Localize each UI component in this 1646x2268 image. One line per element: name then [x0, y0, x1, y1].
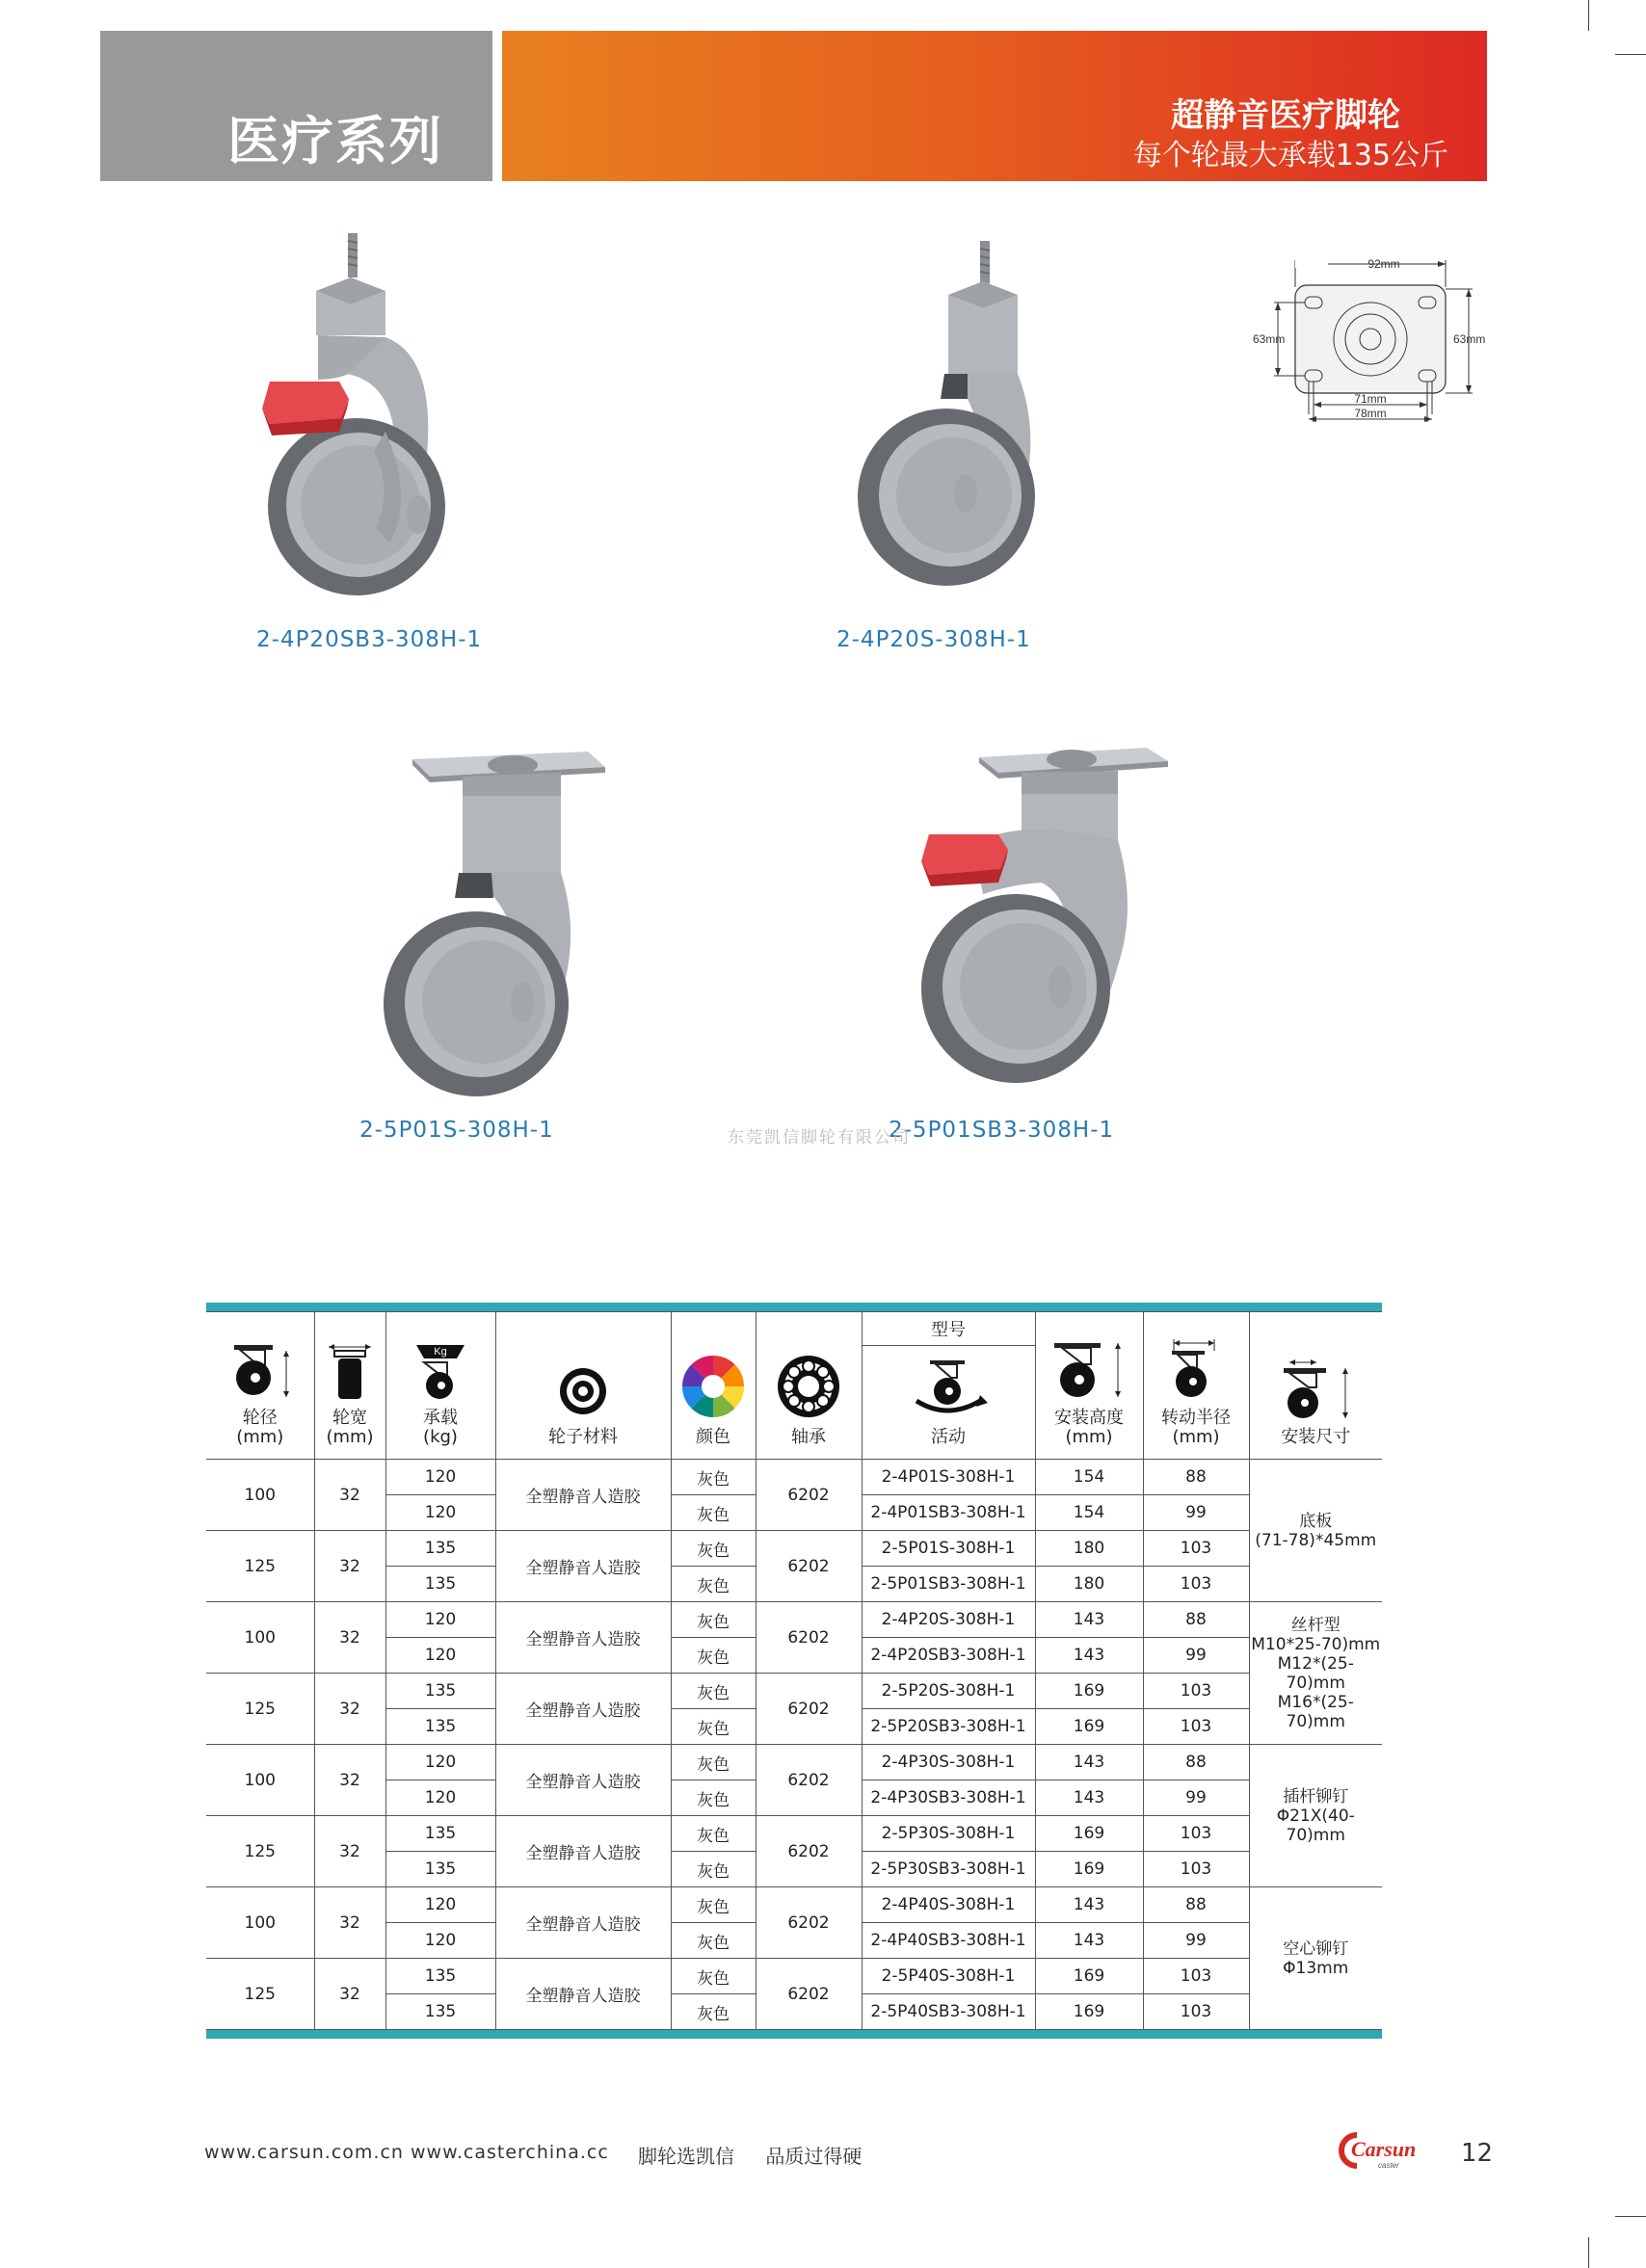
load-weight-icon	[407, 1343, 474, 1401]
header-unit: (mm)	[236, 1427, 284, 1447]
cell-height: 143	[1035, 1923, 1143, 1959]
header-label: 颜色	[696, 1427, 730, 1447]
cell-wheel-width: 32	[314, 1602, 385, 1674]
cell-radius: 99	[1143, 1638, 1249, 1674]
cell-height: 143	[1035, 1602, 1143, 1638]
cell-height: 169	[1035, 1852, 1143, 1887]
table-row	[206, 1745, 1382, 1780]
plate-hole-spacing-inner: 71mm	[1354, 392, 1387, 406]
mount-line: 丝杆型	[1290, 1615, 1341, 1635]
cell-color: 灰色	[671, 1709, 756, 1745]
cell-load: 135	[385, 1852, 495, 1887]
caster-image-plate	[358, 744, 619, 1110]
mount-line: M10*25-70)mm	[1251, 1634, 1381, 1654]
cell-mount-size	[1249, 1602, 1382, 1745]
product-title: 超静音医疗脚轮	[1171, 96, 1400, 135]
cell-radius: 99	[1143, 1495, 1249, 1531]
cell-bearing: 6202	[756, 1674, 862, 1745]
header-mount-size	[1249, 1312, 1382, 1460]
header-label: 承载	[423, 1408, 458, 1428]
header-label: 轮径	[242, 1408, 278, 1428]
cell-height: 169	[1035, 1674, 1143, 1709]
cell-color: 灰色	[671, 1959, 756, 1994]
carsun-logo	[1336, 2129, 1442, 2172]
header-model: 型号	[862, 1312, 1035, 1346]
cell-load: 135	[385, 1994, 495, 2030]
table-row	[206, 1887, 1382, 1923]
cell-wheel-diameter: 125	[206, 1674, 314, 1745]
cell-mount-size	[1249, 1887, 1382, 2030]
cell-height: 169	[1035, 1709, 1143, 1745]
header-label: 安装高度	[1054, 1408, 1124, 1428]
header-swivel-radius	[1143, 1312, 1249, 1460]
cell-model: 2-4P20S-308H-1	[862, 1602, 1035, 1638]
cell-wheel-width: 32	[314, 1674, 385, 1745]
header-wheel-diameter	[206, 1312, 314, 1460]
cell-load: 120	[385, 1495, 495, 1531]
cell-material: 全塑静音人造胶	[495, 1674, 671, 1745]
header-label: 转动半径	[1161, 1408, 1231, 1428]
cell-color: 灰色	[671, 1994, 756, 2030]
caster-image-threaded	[848, 229, 1060, 615]
crop-mark	[1588, 0, 1589, 31]
cell-color: 灰色	[671, 1745, 756, 1780]
cell-load: 120	[385, 1638, 495, 1674]
cell-wheel-width: 32	[314, 1959, 385, 2030]
brand-tagline: caster	[1378, 2161, 1399, 2170]
slogan-part: 脚轮选凯信	[638, 2145, 734, 2168]
header-unit: (mm)	[326, 1427, 374, 1447]
mount-line: 插杆铆钉	[1283, 1786, 1349, 1806]
cell-color: 灰色	[671, 1567, 756, 1602]
header-label: 轮子材料	[548, 1427, 618, 1447]
header-load	[385, 1312, 495, 1460]
cell-load: 120	[385, 1460, 495, 1495]
mount-size-icon	[1272, 1358, 1359, 1420]
cell-color: 灰色	[671, 1638, 756, 1674]
cell-radius: 103	[1143, 1852, 1249, 1887]
mount-line: (71-78)*45mm	[1255, 1530, 1377, 1550]
header-wheel-width	[314, 1312, 385, 1460]
cell-load: 120	[385, 1602, 495, 1638]
cell-load: 120	[385, 1887, 495, 1923]
product-caption: 2-4P20SB3-308H-1	[256, 627, 483, 652]
cell-mount-size	[1249, 1460, 1382, 1602]
cell-material: 全塑静音人造胶	[495, 1959, 671, 2030]
header-label: 活动	[931, 1427, 966, 1447]
cell-wheel-diameter: 100	[206, 1602, 314, 1674]
product-caption: 2-4P20S-308H-1	[836, 627, 1031, 652]
table-top-bar	[206, 1303, 1382, 1311]
cell-wheel-diameter: 100	[206, 1745, 314, 1816]
cell-radius: 88	[1143, 1602, 1249, 1638]
wheel-diameter-icon	[226, 1343, 294, 1401]
table-row	[206, 1959, 1382, 1994]
watermark: 东莞凯信脚轮有限公司	[728, 1128, 911, 1147]
header-swivel	[862, 1346, 1035, 1460]
cell-model: 2-4P40S-308H-1	[862, 1887, 1035, 1923]
cell-model: 2-4P30SB3-308H-1	[862, 1780, 1035, 1816]
cell-radius: 103	[1143, 1531, 1249, 1567]
cell-height: 169	[1035, 1816, 1143, 1852]
header-label: 轮宽	[332, 1408, 367, 1428]
footer-website-links[interactable]: www.carsun.com.cn www.casterchina.cc	[204, 2142, 609, 2163]
header-unit: (mm)	[1172, 1427, 1220, 1447]
cell-height: 169	[1035, 1959, 1143, 1994]
plate-height-right-label: 63mm	[1453, 332, 1486, 346]
table-row	[206, 1460, 1382, 1495]
cell-model: 2-4P01SB3-308H-1	[862, 1495, 1035, 1531]
cell-height: 154	[1035, 1495, 1143, 1531]
cell-model: 2-5P20S-308H-1	[862, 1674, 1035, 1709]
series-banner	[100, 31, 492, 181]
cell-radius: 88	[1143, 1887, 1249, 1923]
table-row	[206, 1674, 1382, 1709]
load-badge-text: Kg	[434, 1346, 447, 1358]
header-install-height	[1035, 1312, 1143, 1460]
crop-mark	[1615, 54, 1646, 55]
cell-load: 135	[385, 1674, 495, 1709]
cell-radius: 88	[1143, 1745, 1249, 1780]
cell-height: 143	[1035, 1745, 1143, 1780]
cell-bearing: 6202	[756, 1887, 862, 1959]
header-label: 安装尺寸	[1281, 1427, 1351, 1447]
plate-width-label: 92mm	[1367, 257, 1400, 271]
plate-dimension-diagram	[1249, 249, 1500, 432]
cell-height: 180	[1035, 1531, 1143, 1567]
cell-radius: 103	[1143, 1959, 1249, 1994]
table-row	[206, 1531, 1382, 1567]
cell-height: 143	[1035, 1638, 1143, 1674]
cell-material: 全塑静音人造胶	[495, 1460, 671, 1531]
cell-bearing: 6202	[756, 1602, 862, 1674]
product-banner	[502, 31, 1487, 181]
product-subtitle: 每个轮最大承载135公斤	[1132, 139, 1448, 172]
cell-radius: 103	[1143, 1709, 1249, 1745]
spec-table	[206, 1303, 1382, 2039]
cell-height: 154	[1035, 1460, 1143, 1495]
wheel-material-icon	[554, 1362, 612, 1420]
cell-material: 全塑静音人造胶	[495, 1816, 671, 1887]
caster-image-plate-brake	[916, 725, 1176, 1091]
cell-model: 2-4P40SB3-308H-1	[862, 1923, 1035, 1959]
cell-bearing: 6202	[756, 1531, 862, 1602]
cell-radius: 103	[1143, 1994, 1249, 2030]
cell-load: 135	[385, 1531, 495, 1567]
cell-bearing: 6202	[756, 1460, 862, 1531]
table-row	[206, 1816, 1382, 1852]
cell-wheel-diameter: 125	[206, 1531, 314, 1602]
footer-slogan	[638, 2141, 887, 2169]
mount-line: Φ21X(40-70)mm	[1276, 1806, 1355, 1845]
cell-radius: 103	[1143, 1674, 1249, 1709]
page-number: 12	[1461, 2139, 1494, 2168]
cell-model: 2-5P30S-308H-1	[862, 1816, 1035, 1852]
crop-mark	[1588, 2237, 1589, 2268]
caster-image-threaded-brake	[251, 229, 501, 615]
product-caption: 2-5P01SB3-308H-1	[889, 1118, 1115, 1143]
cell-mount-size	[1249, 1745, 1382, 1887]
cell-load: 135	[385, 1567, 495, 1602]
cell-color: 灰色	[671, 1887, 756, 1923]
cell-radius: 99	[1143, 1923, 1249, 1959]
mount-line: M12*(25-70)mm	[1277, 1653, 1354, 1693]
plate-hole-spacing-outer: 78mm	[1354, 407, 1387, 420]
cell-color: 灰色	[671, 1602, 756, 1638]
cell-model: 2-5P20SB3-308H-1	[862, 1709, 1035, 1745]
cell-load: 135	[385, 1709, 495, 1745]
table-bottom-bar	[206, 2030, 1382, 2039]
mount-line: Φ13mm	[1283, 1958, 1349, 1978]
cell-load: 120	[385, 1923, 495, 1959]
crop-mark	[1615, 2216, 1646, 2217]
cell-load: 135	[385, 1816, 495, 1852]
header-unit: (kg)	[423, 1427, 458, 1447]
cell-color: 灰色	[671, 1495, 756, 1531]
cell-color: 灰色	[671, 1674, 756, 1709]
header-unit: (mm)	[1065, 1427, 1113, 1447]
header-label: 轴承	[791, 1427, 826, 1447]
cell-wheel-diameter: 100	[206, 1887, 314, 1959]
cell-color: 灰色	[671, 1852, 756, 1887]
mount-line: M16*(25-70)mm	[1277, 1692, 1354, 1731]
cell-bearing: 6202	[756, 1816, 862, 1887]
cell-color: 灰色	[671, 1780, 756, 1816]
cell-model: 2-5P30SB3-308H-1	[862, 1852, 1035, 1887]
install-height-icon	[1050, 1339, 1128, 1401]
mount-line: 空心铆钉	[1283, 1938, 1349, 1959]
cell-model: 2-4P01S-308H-1	[862, 1460, 1035, 1495]
cell-model: 2-5P01SB3-308H-1	[862, 1567, 1035, 1602]
cell-wheel-width: 32	[314, 1460, 385, 1531]
cell-wheel-width: 32	[314, 1745, 385, 1816]
cell-height: 169	[1035, 1994, 1143, 2030]
cell-model: 2-4P20SB3-308H-1	[862, 1638, 1035, 1674]
cell-material: 全塑静音人造胶	[495, 1602, 671, 1674]
cell-material: 全塑静音人造胶	[495, 1745, 671, 1816]
cell-model: 2-5P40S-308H-1	[862, 1959, 1035, 1994]
swivel-caster-icon	[905, 1358, 992, 1420]
cell-model: 2-5P01S-308H-1	[862, 1531, 1035, 1567]
cell-model: 2-5P40SB3-308H-1	[862, 1994, 1035, 2030]
wheel-width-icon	[321, 1343, 379, 1401]
header-color	[671, 1312, 756, 1460]
cell-radius: 103	[1143, 1567, 1249, 1602]
cell-color: 灰色	[671, 1923, 756, 1959]
cell-color: 灰色	[671, 1531, 756, 1567]
cell-radius: 103	[1143, 1816, 1249, 1852]
slogan-part: 品质过得硬	[765, 2145, 863, 2168]
cell-load: 120	[385, 1745, 495, 1780]
cell-load: 135	[385, 1959, 495, 1994]
cell-material: 全塑静音人造胶	[495, 1887, 671, 1959]
header-material	[495, 1312, 671, 1460]
cell-model: 2-4P30S-308H-1	[862, 1745, 1035, 1780]
bearing-icon	[775, 1353, 842, 1420]
header-bearing	[756, 1312, 862, 1460]
cell-material: 全塑静音人造胶	[495, 1531, 671, 1602]
swivel-radius-icon	[1162, 1339, 1230, 1401]
table-row	[206, 1602, 1382, 1638]
cell-color: 灰色	[671, 1460, 756, 1495]
cell-radius: 99	[1143, 1780, 1249, 1816]
cell-height: 180	[1035, 1567, 1143, 1602]
product-caption: 2-5P01S-308H-1	[359, 1118, 554, 1143]
cell-wheel-diameter: 100	[206, 1460, 314, 1531]
cell-radius: 88	[1143, 1460, 1249, 1495]
cell-wheel-width: 32	[314, 1816, 385, 1887]
cell-wheel-width: 32	[314, 1887, 385, 1959]
mount-line: 底板	[1299, 1511, 1333, 1531]
plate-height-left-label: 63mm	[1253, 332, 1286, 346]
cell-wheel-diameter: 125	[206, 1959, 314, 2030]
cell-height: 143	[1035, 1887, 1143, 1923]
cell-bearing: 6202	[756, 1959, 862, 2030]
cell-wheel-diameter: 125	[206, 1816, 314, 1887]
color-wheel-icon	[679, 1353, 747, 1420]
cell-load: 120	[385, 1780, 495, 1816]
cell-height: 143	[1035, 1780, 1143, 1816]
cell-bearing: 6202	[756, 1745, 862, 1816]
brand-name: Carsun	[1351, 2137, 1417, 2161]
cell-wheel-width: 32	[314, 1531, 385, 1602]
series-title: 医疗系列	[227, 111, 443, 171]
cell-color: 灰色	[671, 1816, 756, 1852]
